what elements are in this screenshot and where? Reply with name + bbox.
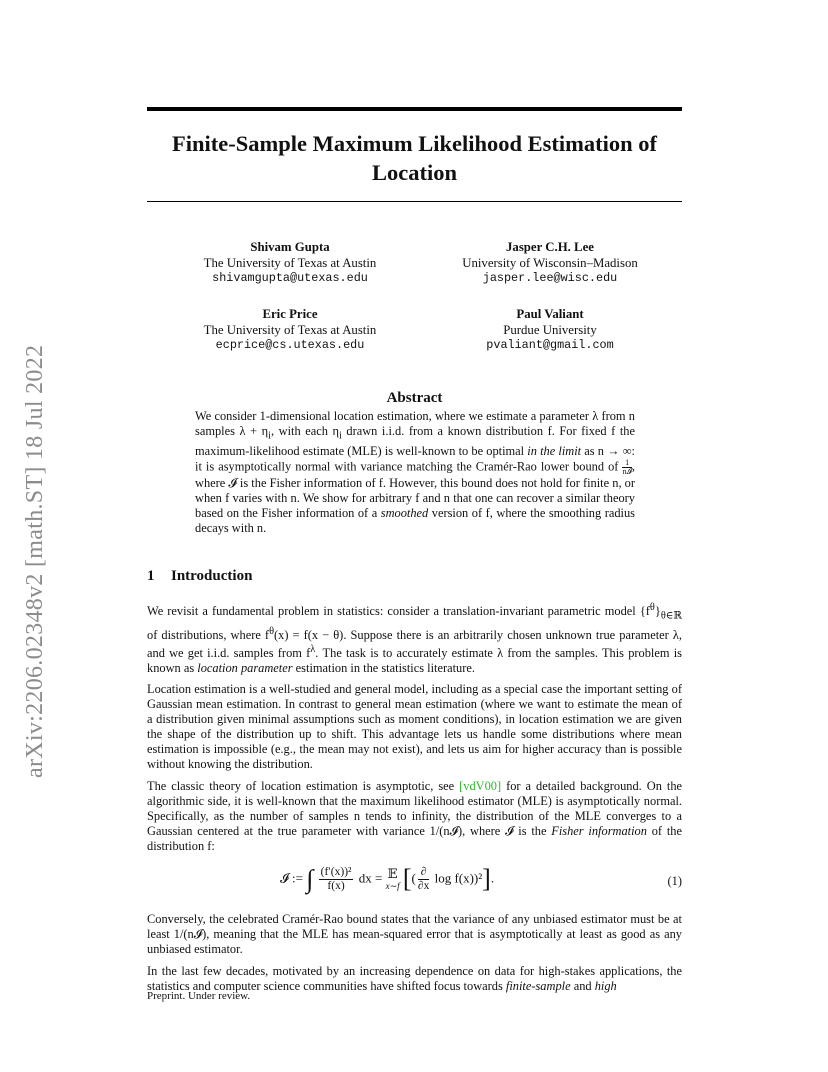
paragraph-4: Conversely, the celebrated Cramér-Rao bound states that the variance of any unbiased estimator must be at least 1/(n𝓘), meaning that the MLE has mean-squared error that is asymptotically at least as good as any unbiased estimator. <box>147 912 682 957</box>
paragraph-1: We revisit a fundamental problem in statistics: consider a translation-invariant parametric model $\{f^\theta\}_{\theta\in ℝ}$ of distributions, where $f^\theta(x) = f(x - \theta)$. Suppose there is an arbitrarily chosen unknown true parameter λ, and we get i.i.d. samples from $f^\lambda$. The task is to accurately estimate λ from the samples. This problem is known as location parameter estimation in the statistics literature. <box>147 602 682 675</box>
abstract-text <box>195 409 635 536</box>
arxiv-sidebar-stamp: arXiv:2206.02348v2 [math.ST] 18 Jul 2022 <box>22 344 48 778</box>
author-affiliation: The University of Texas at Austin <box>203 255 377 270</box>
author-email[interactable]: jasper.lee@wisc.edu <box>482 271 618 285</box>
body-text <box>147 601 682 1001</box>
footer-note: Preprint. Under review. <box>147 990 251 1002</box>
equation-formula: 𝓘 := ∫ $\frac{\text{(f′(x))²}}{f(x)}$ dx = 𝔼 x∼f [( $\frac{\partial}{\partial x}$ log f(x))²]. <box>280 864 495 894</box>
paper-title <box>147 129 682 187</box>
abstract-heading: Abstract <box>386 390 443 406</box>
paragraph-3: The classic theory of location estimation is asymptotic, see [vdV00] for a detailed background. On the algorithmic side, it is well-known that the maximum likelihood estimator (MLE) is asymptotically normal. Specifically, as the number of samples n tends to infinity, the distribution of the MLE converges to a Gaussian centered at the true parameter with variance 1/(n𝓘), where 𝓘 is the Fisher information of the distribution f: <box>147 778 683 853</box>
title-top-rule <box>147 107 682 111</box>
title-line-2: Location <box>371 160 457 185</box>
author-block-gupta <box>190 240 390 287</box>
author-affiliation: Purdue University <box>503 322 597 337</box>
title-bottom-rule <box>147 201 682 202</box>
author-email[interactable]: pvaliant@gmail.com <box>486 338 614 352</box>
author-affiliation: University of Wisconsin–Madison <box>462 255 638 270</box>
paragraph-2: Location estimation is a well-studied and general model, including as a special case the important setting of Gaussian mean estimation. In contrast to general mean estimation (where we want to estimate the mean of a distribution given minimal assumptions such as moment conditions), in location estimation we are given the shape of the distribution up to shift. This advantage lets us handle some distributions where mean estimation is impossible (e.g., the mean may not exist), and lets us aim for higher accuracy than is possible without knowing the distribution. <box>147 682 682 771</box>
author-name: Paul Valiant <box>516 307 584 321</box>
citation-link[interactable]: [vdV00] <box>459 778 502 793</box>
section-number: 1 <box>147 568 155 584</box>
author-block-valiant <box>430 307 670 354</box>
section-title: Introduction <box>171 568 253 584</box>
abstract-paragraph: We consider 1-dimensional location estimation, where we estimate a parameter λ from n samples $\lambda + \eta_i$, with each $\eta_i$ drawn i.i.d. from a known distribution f. For fixed f the maximum-likelihood estimate (MLE) is well-known to be optimal in the limit as n → ∞: it is asymptotically normal with variance matching the Cramér-Rao lower bound of 1 n𝓘, where 𝓘 is the Fisher information of f. However, this bound does not hold for finite n, or when f varies with n. We show for arbitrary f and n that one can recover a similar theory based on the Fisher information of a smoothed version of f, where the smoothing radius decays with n. <box>195 409 636 535</box>
equation-number: (1) <box>667 874 682 889</box>
title-line-1: Finite-Sample Maximum Likelihood Estimation of <box>171 131 657 156</box>
author-name: Jasper C.H. Lee <box>506 240 594 254</box>
author-affiliation: The University of Texas at Austin <box>203 322 377 337</box>
author-block-price <box>190 307 390 354</box>
paragraph-5: In the last few decades, motivated by an increasing dependence on data for high-stakes applications, the statistics and computer science communities have shifted focus towards finite-sample and high <box>147 964 682 994</box>
author-email[interactable]: shivamgupta@utexas.edu <box>212 271 368 285</box>
inline-fraction: 1 n𝓘 <box>622 458 632 477</box>
author-name: Shivam Gupta <box>250 240 330 254</box>
author-email[interactable]: ecprice@cs.utexas.edu <box>215 338 365 352</box>
equation-1 <box>147 860 682 906</box>
author-block-lee <box>430 240 670 287</box>
author-name: Eric Price <box>262 307 318 321</box>
section-heading-introduction <box>147 568 252 585</box>
